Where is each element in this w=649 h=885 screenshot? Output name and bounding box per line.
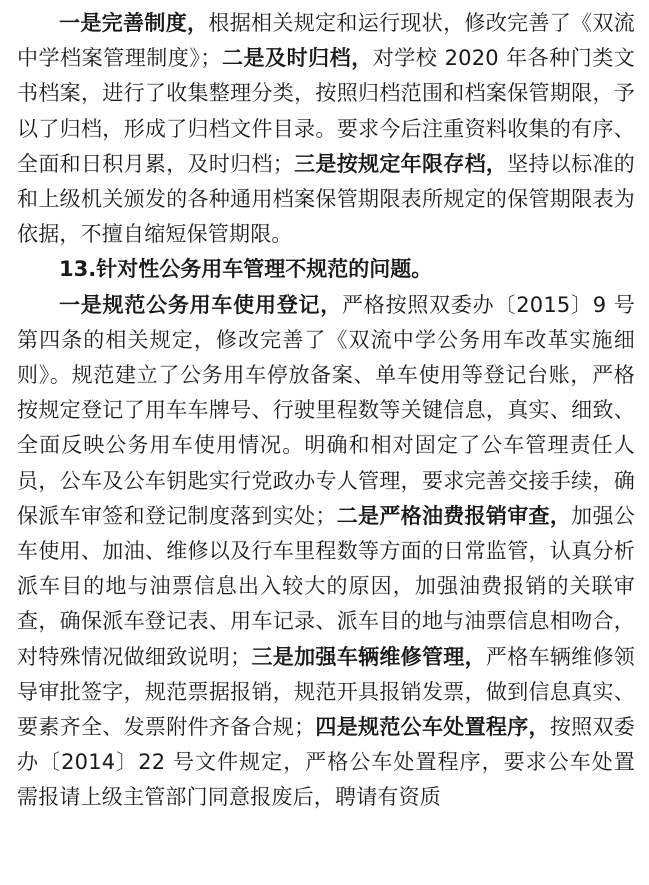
text-run: 严格车辆维修领导审批签字，规范票据报销，规范开具报销发票，做到信息真实、要素齐全、发票附件齐备合规； [17,644,636,740]
text-run: 根据相关规定和运行现状，修改完善了《双流中学档案管理制度》； [17,11,635,71]
paragraph-vehicle-management [17,288,635,816]
bold-run: 三是加强车辆维修管理， [251,644,486,669]
bold-run: 四是规范公车处置程序， [315,715,550,740]
bold-run: 13.针对性公务用车管理不规范的问题。 [59,257,433,282]
bold-run: 三是按规定年限存档， [293,151,508,176]
text-run: 按照双委办〔2014〕22 号文件规定，严格公车处置程序，要求公车处置需报请上级主管部门同意报废后，聘请有资质 [17,715,635,810]
text-run: 坚持以标准的和上级机关颁发的各种通用档案保管期限表所规定的保管期限表为依据，不擅自缩短保管期限。 [17,151,636,247]
text-run: 加强公车使用、加油、维修以及行车里程数等方面的日常监管，认真分析派车目的地与油票信息出入较大的原因，加强油费报销的关联审查，确保派车登记表、用车记录、派车目的地与油票信息相吻合，对特殊情况做细致说明； [17,503,635,669]
bold-run: 二是严格油费报销审查， [336,503,572,528]
section-heading-13 [17,252,635,287]
paragraph-archive-management [17,6,635,252]
text-run: 严格按照双委办〔2015〕9 号第四条的相关规定，修改完善了《双流中学公务用车改革实施细则》。规范建立了公务用车停放备案、单车使用等登记台账，严格按规定登记了用车车牌号、行驶里程数等关键信息，真实、细致、全面反映公务用车使用情况。明确和相对固定了公车管理责任人员，公车及公车钥匙实行党政办专人管理，要求完善交接手续，确保派车审签和登记制度落到实处； [17,292,635,528]
bold-run: 一是规范公务用车使用登记， [59,292,343,317]
bold-run: 一是完善制度， [59,11,209,35]
text-run: 对学校 2020 年各种门类文书档案，进行了收集整理分类，按照归档范围和档案保管期限，予以了归档，形成了归档文件目录。要求今后注重资料收集的有序、全面和日积月累，及时归档； [17,46,636,176]
bold-run: 二是及时归档， [221,46,373,71]
